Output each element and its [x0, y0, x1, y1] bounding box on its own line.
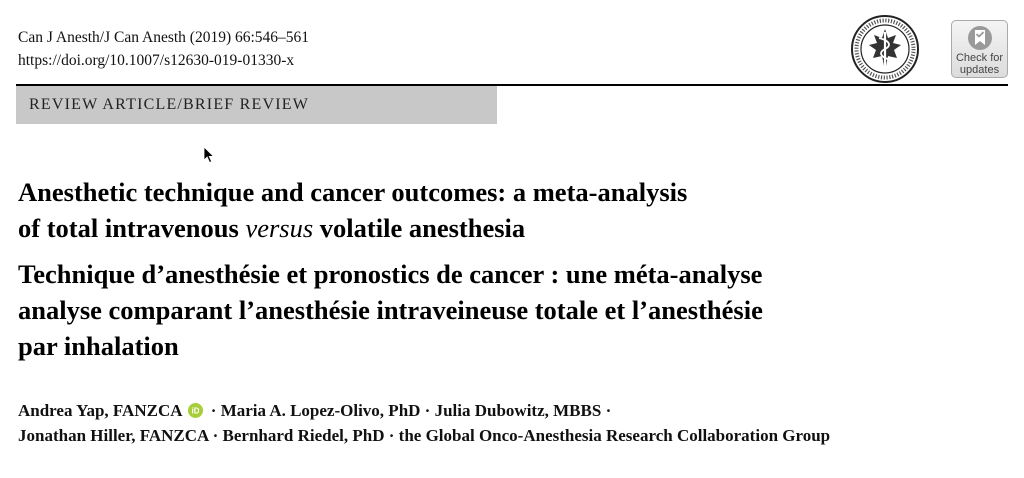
- author-name[interactable]: Jonathan Hiller, FANZCA: [18, 426, 209, 445]
- title-en-part1-cont: of total intravenous: [18, 213, 246, 243]
- author-separator: ·: [424, 401, 431, 420]
- author-separator: ·: [210, 401, 217, 420]
- author-name[interactable]: Andrea Yap, FANZCA: [18, 401, 183, 420]
- article-title-french: [18, 256, 763, 364]
- section-label: REVIEW ARTICLE/BRIEF REVIEW: [16, 86, 497, 124]
- doi-link[interactable]: https://doi.org/10.1007/s12630-019-01330-x: [18, 52, 295, 69]
- author-separator: ·: [605, 401, 612, 420]
- title-fr-line1: Technique d’anesthésie et pronostics de cancer : une méta-analyse: [18, 259, 763, 289]
- check-for-updates-button[interactable]: [951, 20, 1008, 78]
- author-separator: ·: [388, 426, 395, 445]
- author-separator: ·: [212, 426, 219, 445]
- orcid-icon[interactable]: [188, 403, 203, 418]
- title-en-part2: volatile anesthesia: [313, 213, 526, 243]
- svg-text:iD: iD: [191, 406, 199, 416]
- author-name[interactable]: the Global Onco-Anesthesia Research Collaboration Group: [398, 426, 831, 445]
- article-title-english: [18, 174, 687, 246]
- journal-citation-block: [18, 26, 309, 72]
- title-en-italic: versus: [245, 213, 314, 243]
- author-list: [18, 398, 830, 448]
- society-seal-icon: [850, 14, 920, 84]
- journal-citation: Can J Anesth/J Can Anesth (2019) 66:546–561: [18, 29, 310, 46]
- title-fr-line3: par inhalation: [18, 331, 179, 361]
- update-label-line1: Check for: [955, 52, 1004, 64]
- author-name[interactable]: Maria A. Lopez-Olivo, PhD: [220, 401, 421, 420]
- title-en-part1: Anesthetic technique and cancer outcomes: a meta-analysis: [18, 177, 688, 207]
- bookmark-check-icon: [964, 24, 996, 52]
- mouse-pointer-icon: [203, 146, 215, 164]
- update-label-line2: updates: [959, 64, 1000, 76]
- title-fr-line2: analyse comparant l’anesthésie intraveineuse totale et l’anesthésie: [18, 295, 763, 325]
- author-name[interactable]: Julia Dubowitz, MBBS: [434, 401, 602, 420]
- author-name[interactable]: Bernhard Riedel, PhD: [222, 426, 385, 445]
